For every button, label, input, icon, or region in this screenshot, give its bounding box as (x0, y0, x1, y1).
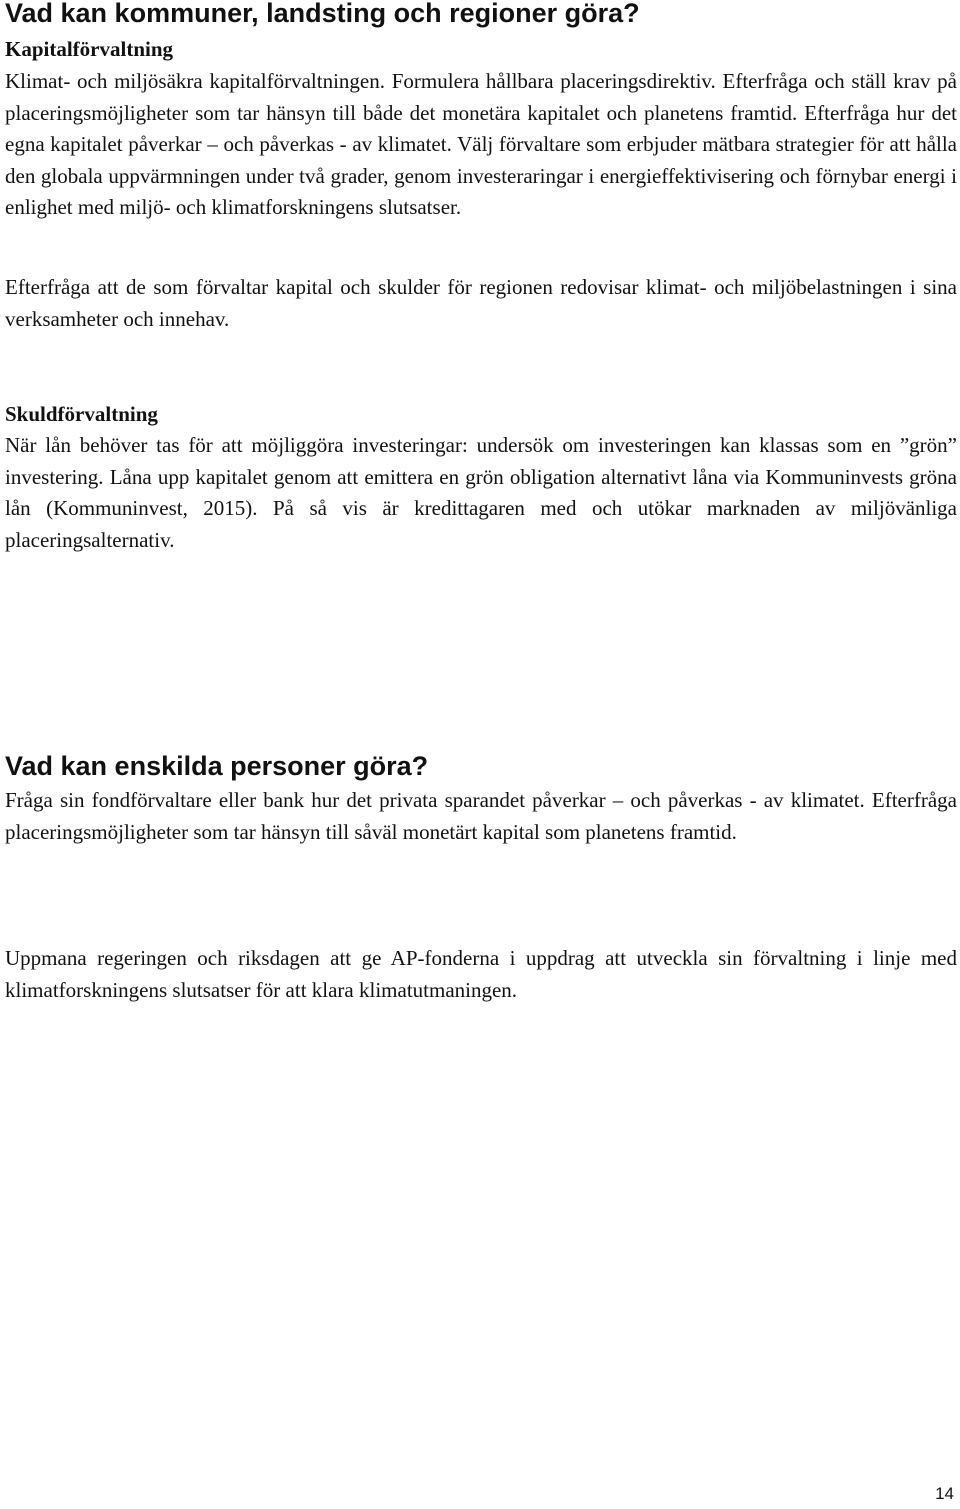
paragraph-debt-management: När lån behöver tas för att möjliggöra investeringar: undersök om investeringen kan klassas som en ”grön” investering. Låna upp kapitalet genom att emittera en grön obligation alternativt låna via Kommuninvests gröna lån (Kommuninvest, 2015). På så vis är kredittagaren med och utökar marknaden av miljövänliga placeringsalternativ. (5, 433, 957, 552)
section-title-individuals: Vad kan enskilda personer göra? (5, 751, 429, 781)
paragraph-capital-management: Klimat- och miljösäkra kapitalförvaltningen. Formulera hållbara placeringsdirektiv. Efterfråga och ställ krav på placeringsmöjligheter som tar hänsyn till både det monetära kapitalet och planetens framtid. Efterfråga hur det egna kapitalet påverkar – och påverkas - av klimatet. Välj förvaltare som erbjuder mätbara strategier för att hålla den globala uppvärmningen under två grader, genom investeraringar i energieffektivisering och förnybar energi i enlighet med miljö- och klimatforskningens slutsatser. (5, 69, 957, 219)
heading-debt-management: Skuldförvaltning (5, 402, 158, 426)
paragraph-individual-savings: Fråga sin fondförvaltare eller bank hur det privata sparandet påverkar – och påverkas - av klimatet. Efterfråga placeringsmöjligheter som tar hänsyn till såväl monetärt kapital som planetens framtid. (5, 788, 957, 844)
section-title-municipalities: Vad kan kommuner, landsting och regioner göra? (5, 0, 640, 28)
heading-capital-management: Kapitalförvaltning (5, 37, 174, 61)
paragraph-reporting-request: Efterfråga att de som förvaltar kapital och skulder för regionen redovisar klimat- och miljöbelastningen i sina verksamheter och innehav. (5, 275, 957, 331)
paragraph-ap-funds: Uppmana regeringen och riksdagen att ge AP-fonderna i uppdrag att utveckla sin förvaltning i linje med klimatforskningens slutsatser för att klara klimatutmaningen. (5, 946, 957, 1002)
page-number: 14 (935, 1484, 954, 1503)
